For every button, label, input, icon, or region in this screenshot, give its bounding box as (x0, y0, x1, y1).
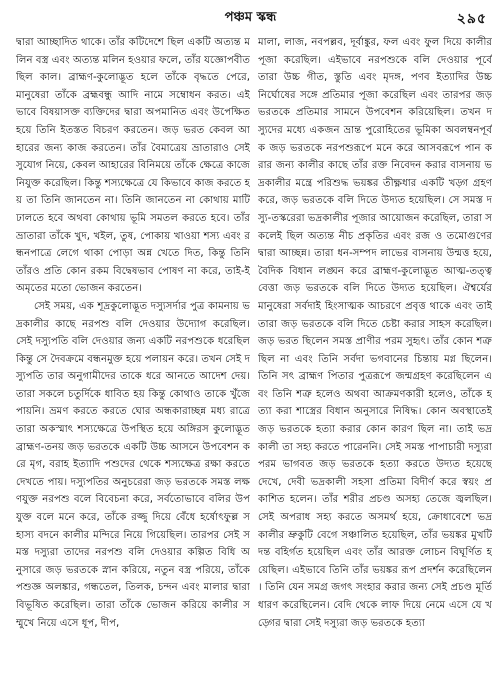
paragraph: সেই সময়, এক শূদ্রকুলোদ্ভূত দস্যুসর্দার পুত্র কামনায় ভদ্রকালীর কাছে নরপশু বলি দেওয়ার উদ্যোগ করেছিল। সেই দস্যুপতি বলি দেওয়ার জন্য একটি নরপশুকে ধরেছিল কিন্তু সে দৈবক্রমে বন্ধনমুক্ত হয়ে পলায়ন করে। তখন সেই দস্যুপতি তার অনুগামীদের তাকে ধরে আনতে আদেশ দেয়। তারা সকলে চতুর্দিকে ধাবিত হয় কিন্তু কোথাও তাকে খুঁজে পায়নি। ভ্রমণ করতে করতে ঘোর অন্ধকারাচ্ছন্ন মধ্য রাত্রে তারা অকস্মাৎ শস্যক্ষেত্রে উপস্থিত হয়ে অঙ্গিরস কুলোদ্ভূত ব্রাহ্মণ-তনয় জড় ভরতকে একটি উচ্চ আসনে উপবেশন করে মৃগ, বরাহ ইত্যাদি পশুদের থেকে শস্যক্ষেত্র রক্ষা করতে দেখতে পায়। দস্যুপতির অনুচরেরা জড় ভরতকে সমস্ত লক্ষণযুক্ত নরপশু বলে বিবেচনা করে, সর্বতোভাবে বলির উপযুক্ত বলে মনে করে, তাঁকে রজ্জু দিয়ে বেঁধে হর্ষোৎফুল্ল সহাস্য বদনে কালীর মন্দিরে নিয়ে গিয়েছিল। তারপর সেই সমস্ত দস্যুরা তাদের নরপশু বলি দেওয়ার কল্পিত বিধি অনুসারে জড় ভরতকে স্নান করিয়ে, নতুন বস্ত্র পরিয়ে, তাঁকে পশুজ্ঞ অলঙ্কার, গন্ধতেল, তিলক, চন্দন এবং মালার দ্বারা বিভূষিত করেছিল। তারা তাঁকে ভোজন করিয়ে কালীর সম্মুখে নিয়ে এসে ধূপ, দীপ, (16, 300, 250, 629)
paragraph: দ্বারা আচ্ছাদিত থাকে। তাঁর কটিদেশে ছিল একটি অত্যন্ত মলিন বস্ত্র এবং অত্যন্ত মলিন হওয়ার ফলে, তাঁর যজ্ঞোপবীত ছিল কাল। ব্রাহ্মণ-কুলোদ্ভূত হলে তাঁকে বৃদ্ধতে পেরে, মানুষেরা তাঁকে ব্রহ্মবন্ধু আদি নামে সম্বোধন করত। এইভাবে বিষয়াসক্ত ব্যক্তিদের দ্বারা অপমানিত এবং উপেক্ষিত হয়ে তিনি ইতস্তত বিচরণ করতেন। জড় ভরত কেবল আহারের জন্য কাজ করতেন। তাঁর বৈমাত্রেয় ভ্রাতারাও সেই সুযোগ নিয়ে, কেবল আহারের বিনিময়ে তাঁকে ক্ষেত্রে কাজে নিযুক্ত করেছিল। কিন্তু শস্যক্ষেত্রে যে কিভাবে কাজ করতে হয় তা তিনি জানতেন না। তিনি জানতেন না কোথায় মাটি ঢালতে হবে অথবা কোথায় ভূমি সমতল করতে হবে। তাঁর ভ্রাতারা তাঁকে খুদ, খইল, তুষ, পোকায় খাওয়া শস্য এবং রন্ধনপাত্রে লেগে থাকা পোড়া অন্ন খেতে দিত, কিন্তু তিনি তাঁরও প্রতি কোন রকম বিদ্বেষভাব পোষণ না করে, তাই-ই অমৃতের মতো ভোজন করতেন। (16, 37, 250, 295)
left-column (16, 34, 250, 674)
page-number: ২৯৫ (456, 11, 487, 27)
page-header (0, 5, 501, 27)
paragraph: মালা, লাজ, নবপল্লব, দূর্বাঙ্কুর, ফল এবং ফুল দিয়ে কালীর পূজা করেছিল। এইভাবে নরপশুকে বলি দেওয়ার পূর্বে তারা উচ্চ গীত, স্তুতি এবং মৃদঙ্গ, পণব ইত্যাদির উচ্চ নির্ঘোষের সঙ্গে প্রতিমার পূজা করেছিল এবং তারপর জড় ভরতকে প্রতিমার সামনে উপবেশন করিয়েছিল। তখন দস্যুদের মধ্যে একজন ভ্রান্ত পুরোহিতের ভূমিকা অবলম্বনপূর্বক জড় ভরতকে নরপশুরূপে মনে করে আসবরূপে পান করার জন্য কালীর কাছে তাঁর রক্ত নিবেদন করার বাসনায় ভদ্রকালীর মন্ত্রে পরিশুদ্ধ ভয়ঙ্কর তীক্ষ্ণধার একটি খড়্গ গ্রহণ করে, জড় ভরতকে বলি দিতে উদ্যত হয়েছিল। সে সমস্ত দস্যু-তস্করেরা ভদ্রকালীর পূজার আয়োজন করেছিল, তারা সকলেই ছিল অত্যন্ত নীচ প্রকৃতির এবং রজ ও তমোগুণের দ্বারা আচ্ছন্ন। তারা ধন-সম্পদ লাভের বাসনায় উন্মত্ত হয়ে, বৈদিক বিধান লঙ্ঘন করে ব্রাহ্মণ-কুলোদ্ভূত আত্ম-তত্ত্ববেত্তা জড় ভরতকে বলি দিতে উদ্যত হয়েছিল। ঐশ্বর্যের মানুষেরা সর্বদাই হিংসাত্মক আচরণে প্রবৃত্ত থাকে এবং তাই তারা জড় ভরতকে বলি দিতে চেষ্টা করার সাহস করেছিল। জড় ভরত ছিলেন সমস্ত প্রাণীর পরম সুহৃৎ। তাঁর কোন শত্রু ছিল না এবং তিনি সর্বদা ভগবানের চিন্তায় মগ্ন ছিলেন। তিনি সৎ ব্রাহ্মণ পিতার পুত্ররূপে জন্মগ্রহণ করেছিলেন এবং তিনি শত্রু হলেও অথবা আক্রমণকারী হলেও, তাঁকে হত্যা করা শাস্ত্রের বিধান অনুসারে নিষিদ্ধ। কোন অবস্থাতেই জড় ভরতকে হত্যা করার কোন কারণ ছিল না। তাই ভদ্রকালী তা সহ্য করতে পারেননি। সেই সমস্ত পাপাচারী দস্যুরা পরম ভাগবত জড় ভরতকে হত্যা করতে উদ্যত হয়েছে দেখে, দেবী ভদ্রকালী সহসা প্রতিমা বিদীর্ণ করে স্বয়ং প্রকাশিত হলেন। তাঁর শরীর প্রচণ্ড অসহ্য তেজে জ্বলছিল। সেই অপরাধ সহ্য করতে অসমর্থ হয়ে, ক্রোধাবেশে ভদ্রকালীর ভ্রুকুটি বেগে সঞ্চালিত হয়েছিল, তাঁর ভয়ঙ্কর মুখটি দন্ত বহির্গত হয়েছিল এবং তাঁর আরক্ত লোচন বিঘূর্ণিত হয়েছিল। এইভাবে তিনি তাঁর ভয়ঙ্কর রূপ প্রদর্শন করেছিলেন। তিনি যেন সমগ্র জগৎ সংহার করার জন্য সেই প্রচণ্ড মূর্তি ধারণ করেছিলেন। বেদি থেকে লাফ দিয়ে নেমে এসে যে খড়্গের দ্বারা সেই দস্যুরা জড় ভরতকে হত্যা (258, 37, 492, 629)
right-column (258, 34, 492, 674)
running-title: পঞ্চম স্কন্ধ (224, 10, 277, 25)
